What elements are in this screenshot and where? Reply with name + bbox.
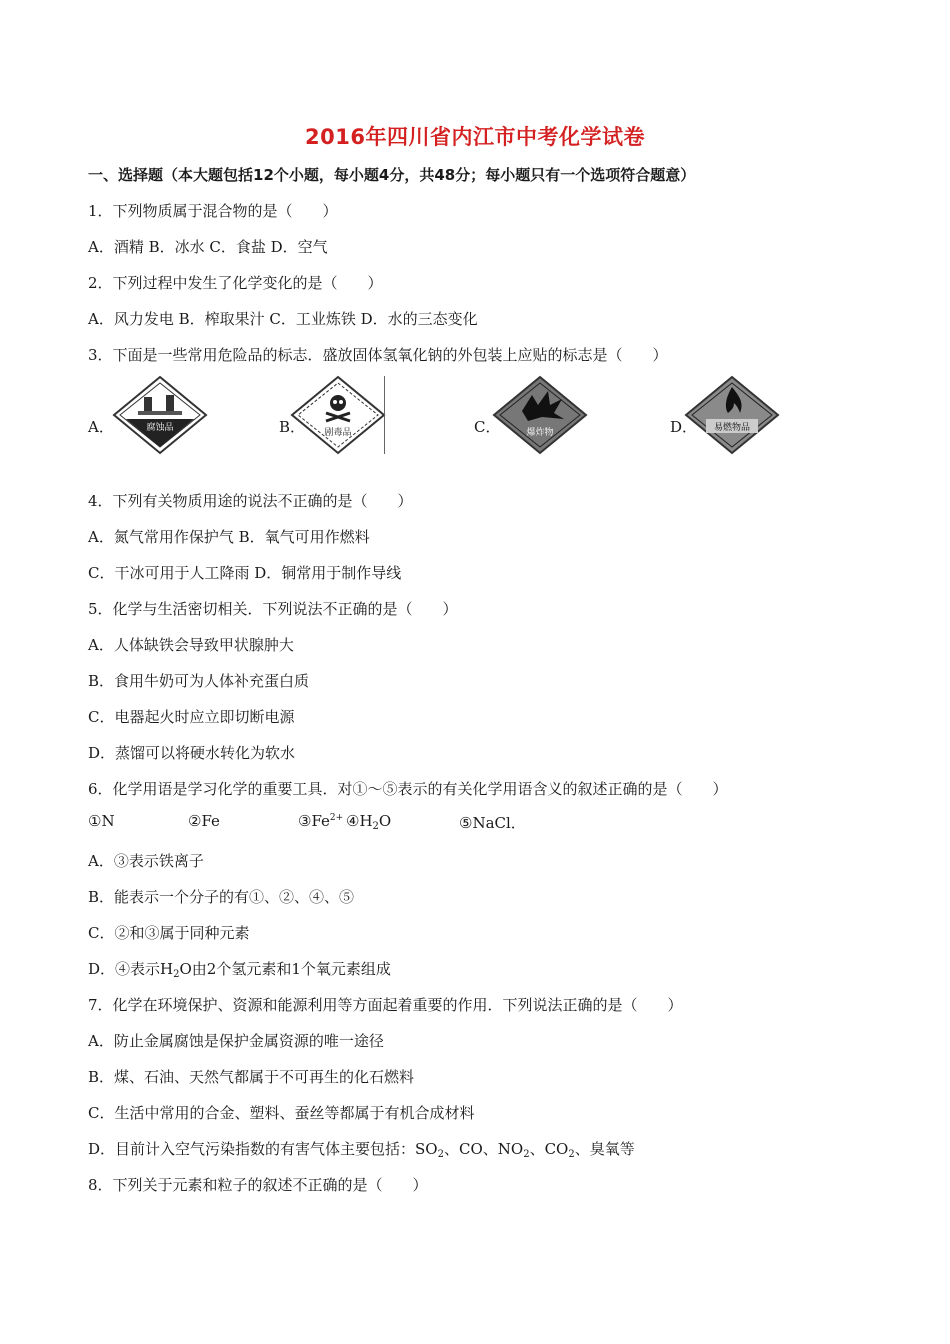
symbol-2: ②Fe [188, 812, 220, 830]
question-5-option-c: C．电器起火时应立即切断电源 [88, 708, 295, 726]
question-6-option-b: B．能表示一个分子的有①、②、④、⑤ [88, 888, 355, 906]
flammable-hazard-sign [684, 375, 780, 455]
question-4-options-cd: C．干冰可用于人工降雨 D．铜常用于制作导线 [88, 564, 402, 582]
question-4-stem: 4．下列有关物质用途的说法不正确的是（ ） [88, 492, 413, 510]
page-title: 2016年四川省内江市中考化学试卷 [305, 125, 645, 149]
question-8-stem: 8．下列关于元素和粒子的叙述不正确的是（ ） [88, 1176, 428, 1194]
question-5-option-b: B．食用牛奶可为人体补充蛋白质 [88, 672, 310, 690]
question-1-stem: 1．下列物质属于混合物的是（ ） [88, 202, 338, 220]
image-divider [384, 376, 385, 454]
explosive-hazard-sign [492, 375, 588, 455]
toxic-hazard-sign [290, 375, 386, 455]
question-7-option-c: C．生活中常用的合金、塑料、蚕丝等都属于有机合成材料 [88, 1104, 475, 1122]
svg-text:易燃物品: 易燃物品 [713, 423, 751, 433]
svg-text:腐蚀品: 腐蚀品 [146, 423, 174, 433]
symbol-1: ①N [88, 812, 115, 830]
symbol-5: ⑤NaCl． [459, 814, 526, 832]
symbol-3: $③Fe^{2+}$ [298, 812, 344, 830]
question-1-options: A．酒精 B．冰水 C．食盐 D．空气 [88, 238, 328, 256]
question-7-stem: 7．化学在环境保护、资源和能源利用等方面起着重要的作用．下列说法正确的是（ ） [88, 996, 683, 1014]
question-5-option-d: D．蒸馏可以将硬水转化为软水 [88, 744, 296, 762]
option-b-label: B． [279, 418, 306, 436]
question-6-option-c: C．②和③属于同种元素 [88, 924, 250, 942]
option-d-label: D． [670, 418, 698, 436]
symbol-4: $④H_2O$ [346, 812, 392, 832]
section-heading: 一、选择题（本大题包括12个小题，每小题4分，共48分；每小题只有一个选项符合题意） [88, 166, 696, 184]
question-5-stem: 5．化学与生活密切相关．下列说法不正确的是（ ） [88, 600, 458, 618]
question-2-options: A．风力发电 B．榨取果汁 C．工业炼铁 D．水的三态变化 [88, 310, 478, 328]
question-7-option-d: D．目前计入空气污染指数的有害气体主要包括：$SO_2$、CO、$NO_2$、$CO_2$、臭氧等 [88, 1140, 635, 1160]
svg-text:爆炸物: 爆炸物 [526, 428, 554, 438]
question-7-option-a: A．防止金属腐蚀是保护金属资源的唯一途径 [88, 1032, 384, 1050]
question-6-stem: 6．化学用语是学习化学的重要工具．对①～⑤表示的有关化学用语含义的叙述正确的是（ ） [88, 780, 728, 798]
question-2-stem: 2．下列过程中发生了化学变化的是（ ） [88, 274, 383, 292]
question-4-options-ab: A．氮气常用作保护气 B．氧气可用作燃料 [88, 528, 370, 546]
svg-text:剧毒品: 剧毒品 [324, 428, 352, 438]
question-7-option-b: B．煤、石油、天然气都属于不可再生的化石燃料 [88, 1068, 415, 1086]
option-c-label: C． [474, 418, 501, 436]
question-3-stem: 3．下面是一些常用危险品的标志．盛放固体氢氧化钠的外包装上应贴的标志是（ ） [88, 346, 668, 364]
corrosive-hazard-sign [112, 375, 208, 455]
question-6-option-a: A．③表示铁离子 [88, 852, 204, 870]
question-6-option-d: D．④表示$H_2O$由2个氢元素和1个氧元素组成 [88, 960, 391, 980]
option-a-label: A． [88, 418, 114, 436]
question-5-option-a: A．人体缺铁会导致甲状腺肿大 [88, 636, 294, 654]
